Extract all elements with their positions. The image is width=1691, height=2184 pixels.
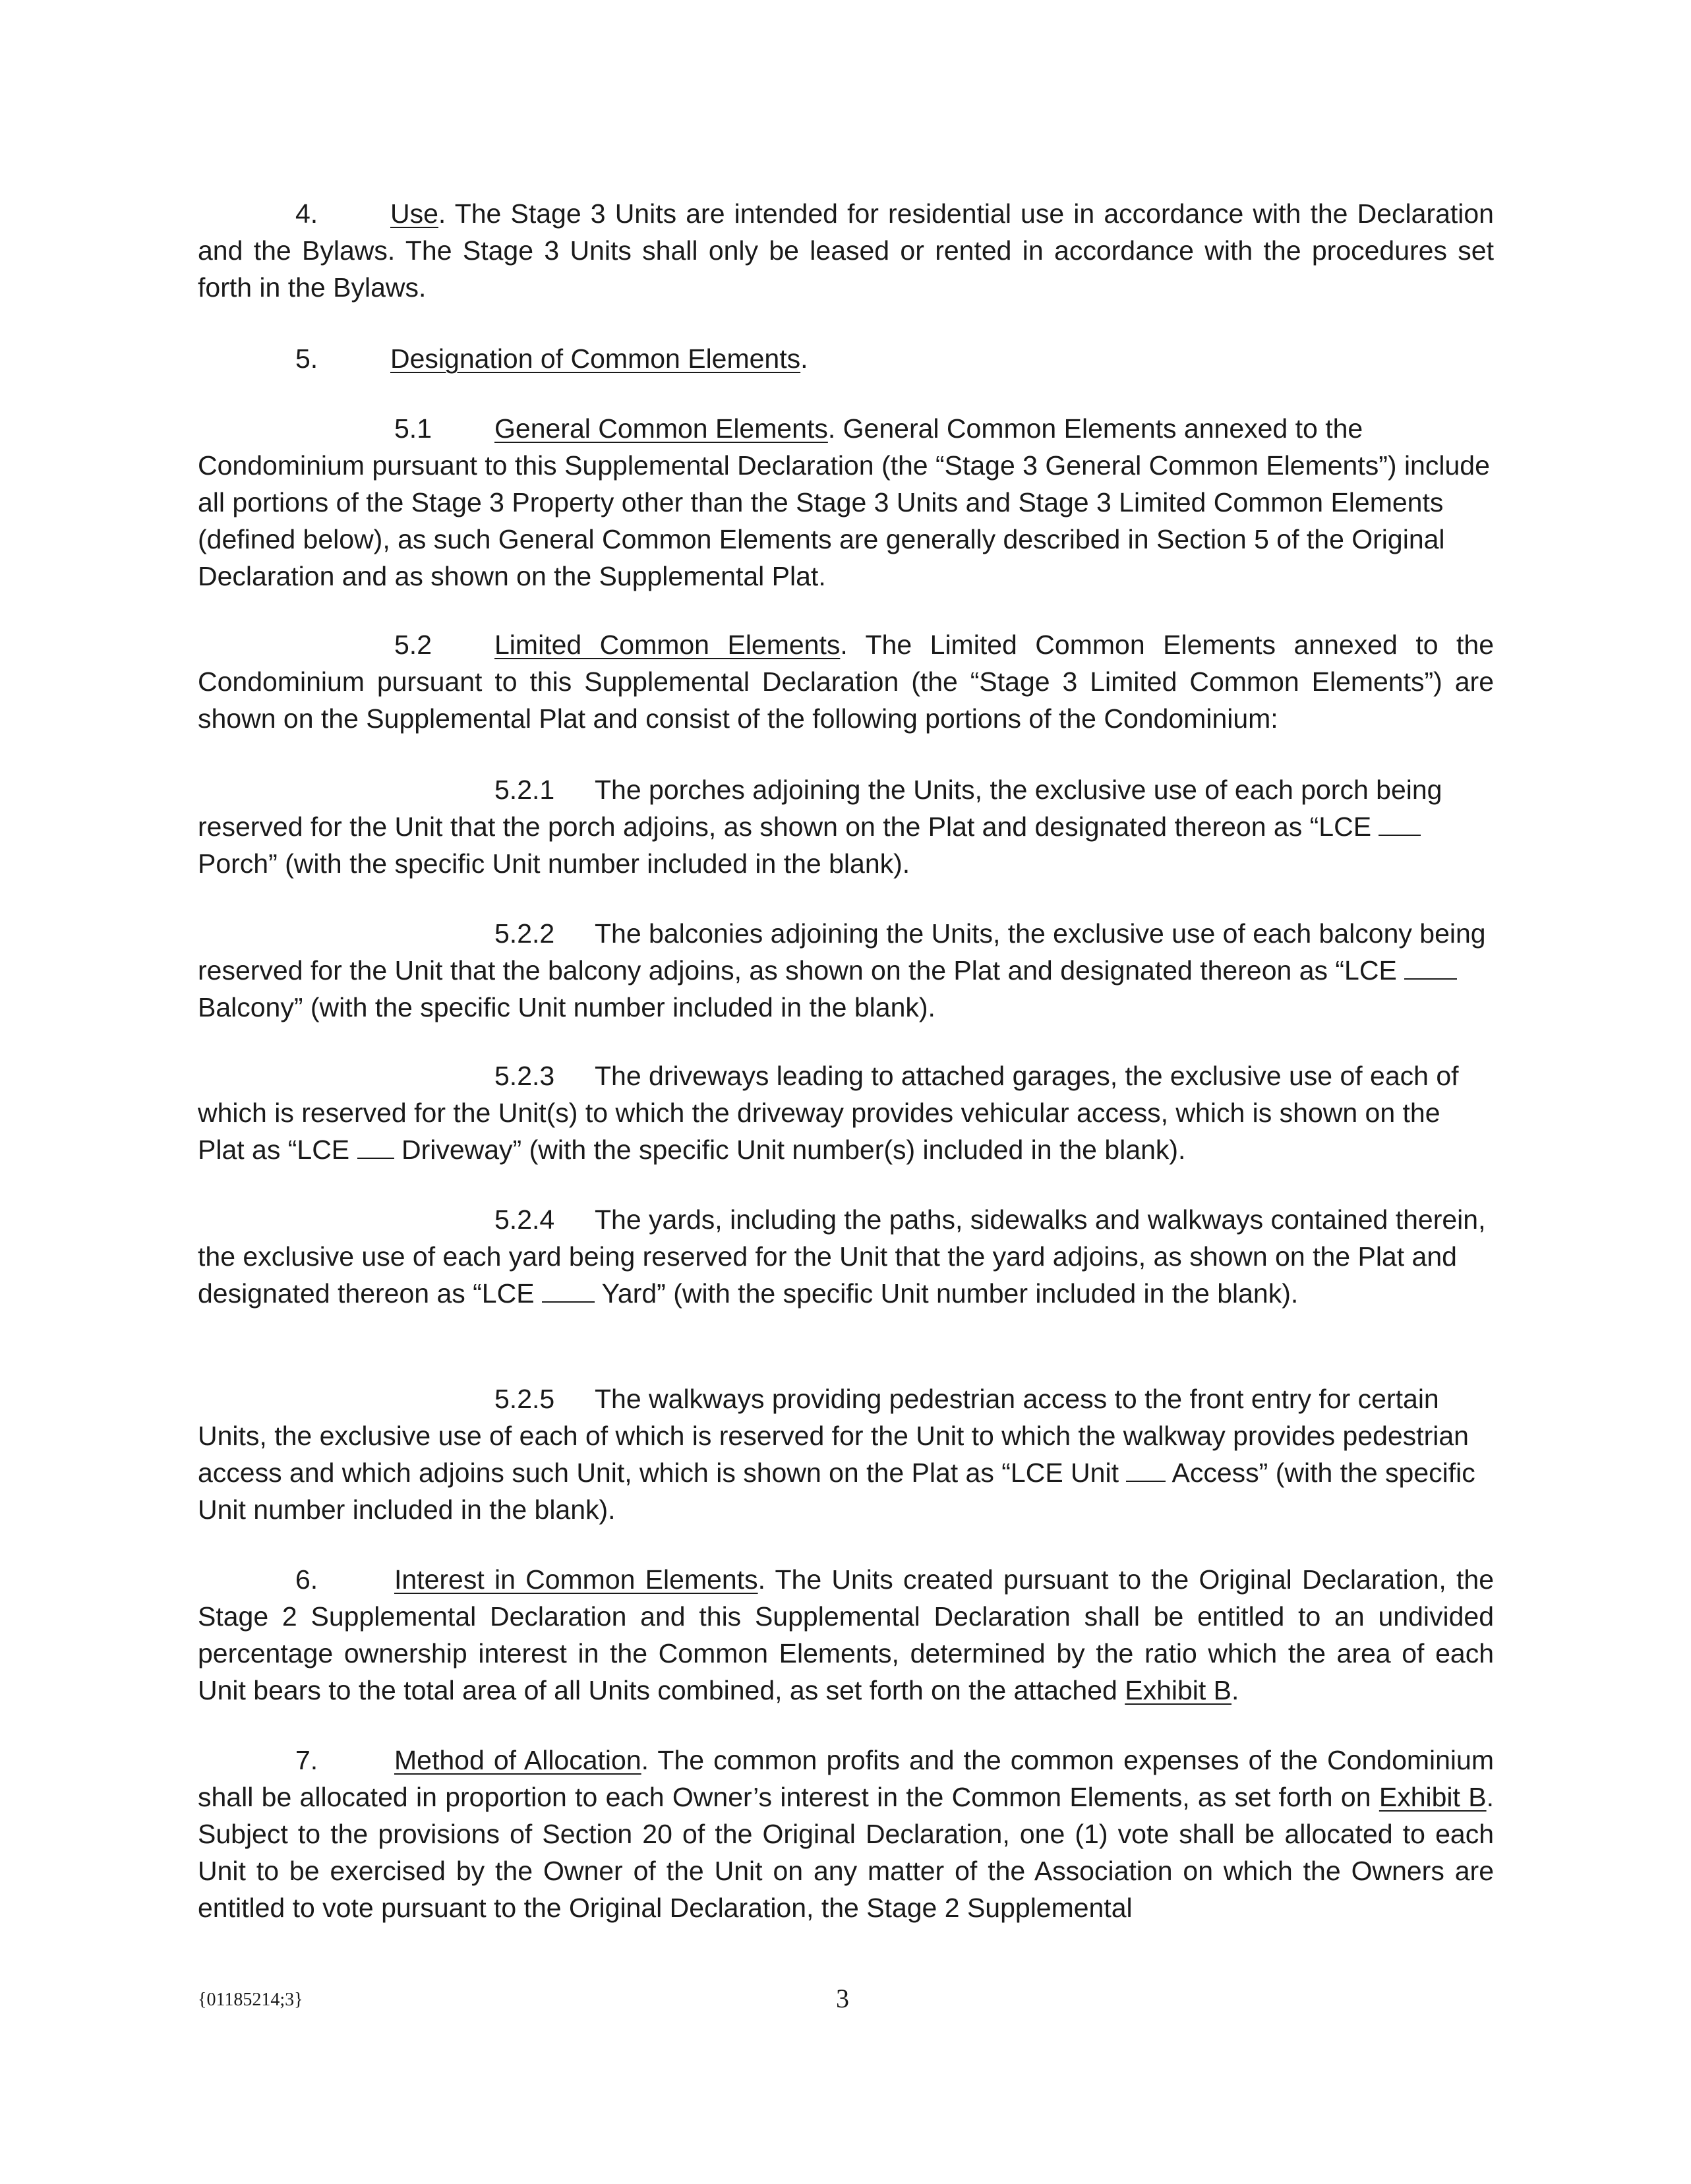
section-number: 6. [295,1564,318,1595]
section-7 [198,1742,1494,1926]
exhibit-reference: Exhibit B [1379,1782,1487,1812]
section-text-continued: Balcony” (with the specific Unit number included in the blank). [198,992,935,1022]
section-text: . The Units created pursuant to the Original Declaration, the Stage 2 Supplemental Declaration and this Supplemental Declaration shall be entitled to an undivided percentage ownership interest in the Common Elements, determined by the ratio which the area of each Unit bears to the total area of all Units combined, as set forth on the attached [198,1564,1494,1705]
section-text: . The Stage 3 Units are intended for residential use in accordance with the Declaration and the Bylaws. The Stage 3 Units shall only be leased or rented in accordance with the procedures set forth in the Bylaws. [198,198,1494,303]
section-text: . General Common Elements annexed to the Condominium pursuant to this Supplemental Declaration (the “Stage 3 General Common Elements”) include all portions of the Stage 3 Property other than the Stage 3 Units and Stage 3 Limited Common Elements (defined below), as such General Common Elements are generally described in Section 5 of the Original Declaration and as shown on the Supplemental Plat. [198,413,1490,591]
section-text-continued: Porch” (with the specific Unit number included in the blank). [198,848,910,879]
section-heading: Interest in Common Elements [394,1564,758,1595]
fill-in-blank [357,1134,394,1159]
fill-in-blank [1404,955,1457,980]
fill-in-blank [542,1278,595,1303]
section-5-2-1 [198,771,1494,882]
section-6 [198,1561,1494,1709]
exhibit-reference: Exhibit B [1125,1675,1232,1705]
section-4 [198,195,1494,306]
section-5 [198,340,1494,377]
section-text: The porches adjoining the Units, the exclusive use of each porch being reserved for the Unit that the porch adjoins, as shown on the Plat and designated thereon as “LCE [198,775,1442,842]
section-text-continued: . Subject to the provisions of Section 20 of the Original Declaration, one (1) vote shall be allocated to each Unit to be exercised by the Owner of the Unit on any matter of the Association on which the Owners are entitled to vote pursuant to the Original Declaration, the Stage 2 Supplemental [198,1782,1494,1923]
section-number: 5.2 [394,630,432,660]
section-5-2 [198,626,1494,737]
section-text: The walkways providing pedestrian access to the front entry for certain Units, the exclusive use of each of which is reserved for the Unit to which the walkway provides pedestrian access and which adjoins such Unit, which is shown on the Plat as “LCE Unit [198,1384,1469,1488]
section-text-continued: Yard” (with the specific Unit number included in the blank). [601,1278,1299,1309]
section-text: . The Limited Common Elements annexed to the Condominium pursuant to this Supplemental Declaration (the “Stage 3 Limited Common Elements”) are shown on the Supplemental Plat and consist of the following portions of the Condominium: [198,630,1494,734]
section-number: 5.1 [394,413,432,444]
section-text: . The common profits and the common expenses of the Condominium shall be allocated in proportion to each Owner’s interest in the Common Elements, as set forth on [198,1745,1494,1812]
document-id: {01185214;3} [198,1990,303,2010]
section-heading: Designation of Common Elements [390,343,801,374]
section-5-2-3 [198,1057,1494,1168]
section-text: The driveways leading to attached garages, the exclusive use of each of which is reserved for the Unit(s) to which the driveway provides vehicular access, which is shown on the Plat as “LCE [198,1061,1459,1165]
section-number: 5. [295,343,318,374]
section-5-2-4 [198,1201,1494,1312]
section-number: 5.2.4 [494,1204,555,1235]
page-number: 3 [836,1984,849,2013]
section-text-continued: Access” (with the specific Unit number included in the blank). [198,1458,1475,1525]
section-text-continued: Driveway” (with the specific Unit number(s) included in the blank). [401,1135,1186,1165]
fill-in-blank [1126,1457,1166,1482]
section-5-2-2 [198,915,1494,1026]
section-heading: Use [390,198,438,229]
section-number: 5.2.2 [494,918,555,949]
section-heading: Method of Allocation [394,1745,641,1775]
fill-in-blank [1379,811,1421,836]
section-text: The balconies adjoining the Units, the exclusive use of each balcony being reserved for the Unit that the balcony adjoins, as shown on the Plat and designated thereon as “LCE [198,918,1486,986]
section-text: The yards, including the paths, sidewalks and walkways contained therein, the exclusive use of each yard being reserved for the Unit that the yard adjoins, as shown on the Plat and designated thereon as “LCE [198,1204,1486,1309]
section-heading: General Common Elements [494,413,828,444]
section-number: 7. [295,1745,318,1775]
section-number: 5.2.1 [494,775,555,805]
section-number: 5.2.3 [494,1061,555,1091]
section-text: . [800,343,808,374]
section-number: 5.2.5 [494,1384,555,1414]
section-text-end: . [1231,1675,1239,1705]
section-5-1 [198,410,1494,595]
section-heading: Limited Common Elements [494,630,841,660]
section-number: 4. [295,198,318,229]
section-5-2-5 [198,1380,1494,1528]
